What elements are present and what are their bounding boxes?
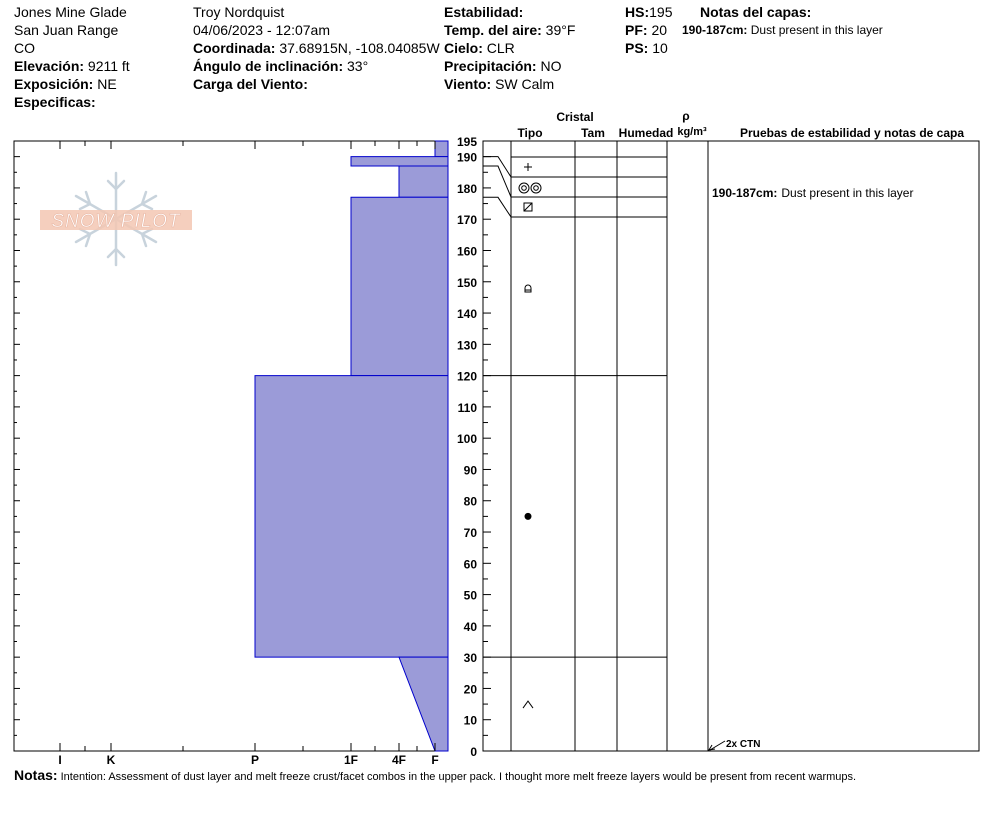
grain-symbol-faceted-rounded bbox=[525, 285, 531, 292]
grain-symbol-melt-outer-0 bbox=[519, 183, 529, 193]
snowpilot-logo bbox=[40, 173, 192, 265]
depth-label-180: 180 bbox=[456, 181, 477, 196]
depth-label-160: 160 bbox=[456, 244, 477, 259]
stability-test-label: 2x CTN bbox=[726, 739, 761, 750]
grain-symbol-melt-outer-1 bbox=[531, 183, 541, 193]
header-specifics: Especificas: bbox=[14, 94, 96, 110]
header-state: CO bbox=[14, 40, 35, 56]
depth-label-0: 0 bbox=[470, 745, 477, 759]
header-aspect: Exposición: NE bbox=[14, 76, 117, 92]
notes: Notas: Intention: Assessment of dust layer and melt freeze crust/facet combos in the upper pack. I thought more melt freeze layers would be present from recent warmups. bbox=[14, 767, 857, 783]
hardness-label-P: P bbox=[250, 753, 260, 767]
depth-label-70: 70 bbox=[463, 526, 477, 541]
depth-label-90: 90 bbox=[463, 463, 477, 478]
hardness-label-K: K bbox=[106, 753, 116, 767]
layer-connector-190 bbox=[483, 157, 511, 177]
hardness-label-1F: 1F bbox=[343, 753, 359, 767]
header-layer-note: 190-187cm: Dust present in this layer bbox=[682, 23, 883, 37]
header-coordinate: Coordinada: 37.68915N, -108.04085W bbox=[193, 40, 440, 56]
header-range: San Juan Range bbox=[14, 22, 119, 38]
depth-label-140: 140 bbox=[456, 307, 477, 322]
header-sky: Cielo: CLR bbox=[444, 40, 515, 56]
header-layer-notes-title: Notas del capas: bbox=[700, 4, 812, 20]
table-frame bbox=[483, 141, 979, 751]
depth-label-40: 40 bbox=[463, 619, 477, 634]
col-header-size: Tam bbox=[581, 126, 605, 140]
hardness-layer-0 bbox=[435, 141, 448, 157]
logo-text: SNOW PILOT bbox=[51, 211, 181, 232]
header-location: Jones Mine Glade bbox=[14, 4, 127, 20]
hardness-label-I: I bbox=[58, 753, 62, 767]
depth-label-170: 170 bbox=[456, 213, 477, 228]
header-elevation: Elevación: 9211 ft bbox=[14, 58, 130, 74]
depth-label-20: 20 bbox=[463, 682, 477, 697]
depth-axis bbox=[457, 135, 491, 759]
col-header-tests: Pruebas de estabilidad y notas de capa bbox=[739, 126, 965, 140]
depth-label-100: 100 bbox=[456, 432, 477, 447]
grain-symbol-facet-diag bbox=[524, 203, 532, 211]
header-hs: HS:195 bbox=[625, 4, 673, 20]
grain-symbol-depth-hoar bbox=[523, 701, 533, 708]
depth-label-195: 195 bbox=[456, 135, 477, 149]
depth-label-80: 80 bbox=[463, 494, 477, 509]
grain-symbol-melt-inner-1 bbox=[534, 186, 539, 191]
header-precip: Precipitación: NO bbox=[444, 58, 562, 74]
depth-label-10: 10 bbox=[463, 713, 477, 728]
depth-label-120: 120 bbox=[456, 369, 477, 384]
test-note: 190-187cm: Dust present in this layer bbox=[712, 186, 914, 200]
header-air-temp: Temp. del aire: 39°F bbox=[444, 22, 576, 38]
depth-label-130: 130 bbox=[456, 338, 477, 353]
header-wind: Viento: SW Calm bbox=[444, 76, 555, 92]
grain-symbol-melt-inner-0 bbox=[522, 186, 527, 191]
col-header-moisture: Humedad bbox=[618, 126, 674, 140]
grain-symbol-rounds bbox=[525, 513, 532, 520]
hardness-layer-2 bbox=[399, 166, 448, 197]
depth-label-50: 50 bbox=[463, 588, 477, 603]
depth-label-190: 190 bbox=[456, 150, 477, 165]
hardness-label-F: F bbox=[431, 753, 439, 767]
header-stability: Estabilidad: bbox=[444, 4, 524, 20]
depth-label-60: 60 bbox=[463, 557, 477, 572]
hardness-layer-4 bbox=[255, 376, 448, 658]
header-pf: PF: 20 bbox=[625, 22, 668, 38]
header-datetime: 04/06/2023 - 12:07am bbox=[193, 22, 330, 38]
layer-table bbox=[483, 141, 979, 751]
col-header-density-unit: kg/m³ bbox=[677, 126, 707, 138]
hardness-profile bbox=[255, 141, 448, 751]
hardness-layer-1 bbox=[351, 157, 448, 166]
header-wind-load: Carga del Viento: bbox=[193, 76, 308, 92]
col-header-rho: ρ bbox=[682, 109, 690, 123]
col-header-crystal: Cristal bbox=[556, 110, 594, 124]
depth-label-30: 30 bbox=[463, 651, 477, 666]
hardness-label-4F: 4F bbox=[391, 753, 407, 767]
col-header-type: Tipo bbox=[517, 126, 543, 140]
hardness-layer-5 bbox=[399, 657, 448, 751]
depth-label-150: 150 bbox=[456, 275, 477, 290]
stability-test-marker bbox=[709, 739, 760, 750]
header-slope: Ángulo de inclinación: 33° bbox=[193, 58, 369, 74]
hardness-layer-3 bbox=[351, 197, 448, 375]
depth-label-110: 110 bbox=[457, 400, 477, 415]
grain-symbols bbox=[519, 163, 541, 708]
header-ps: PS: 10 bbox=[625, 40, 668, 56]
layer-connector-177 bbox=[483, 197, 511, 217]
header-observer: Troy Nordquist bbox=[193, 4, 285, 20]
